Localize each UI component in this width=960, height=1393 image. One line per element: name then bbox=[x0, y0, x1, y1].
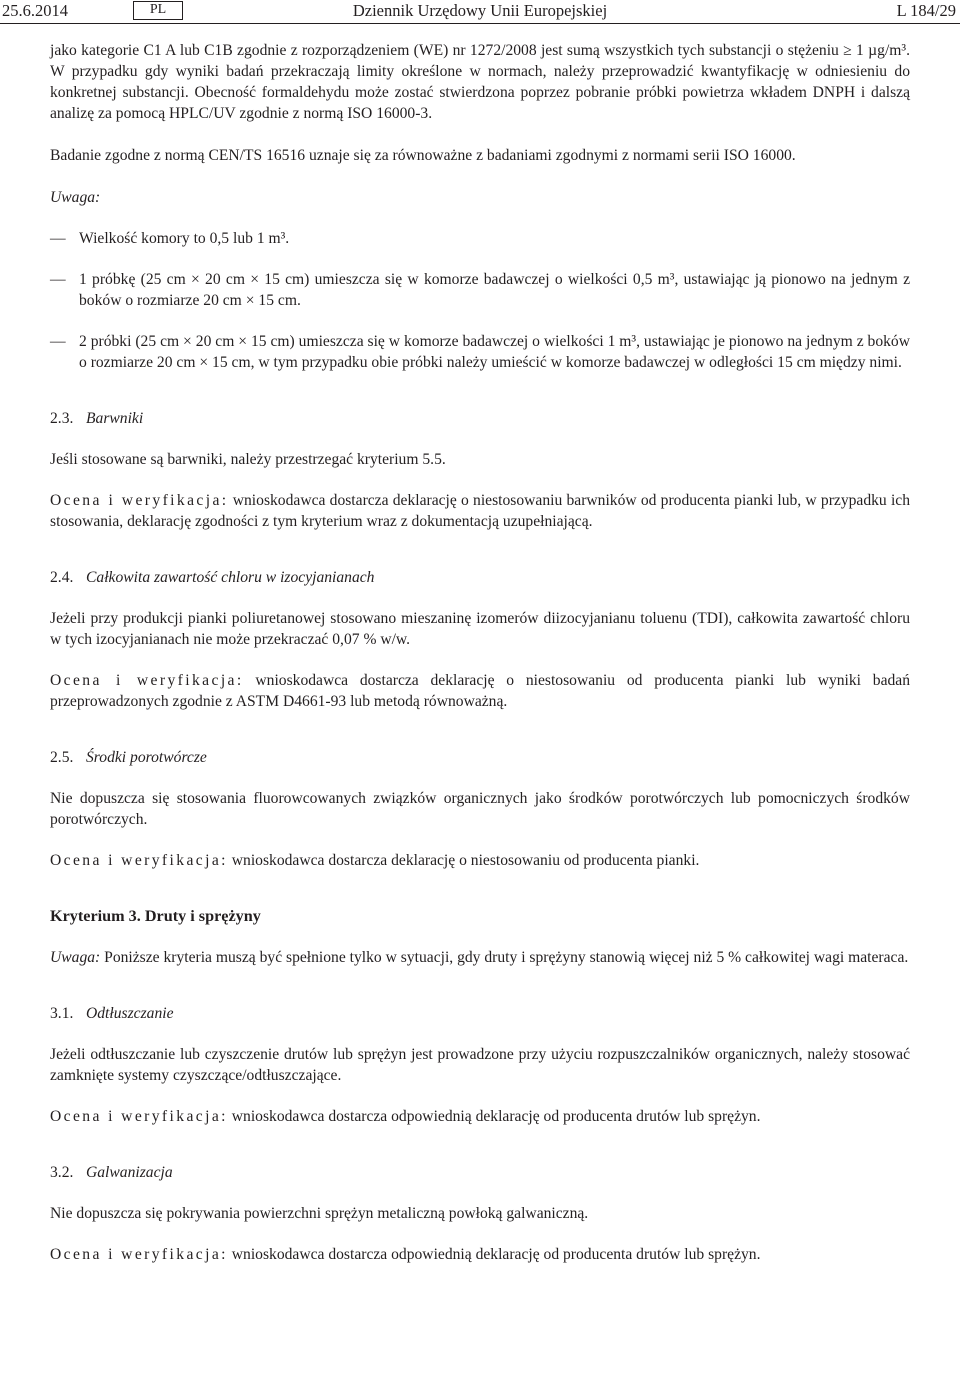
journal-title: Dziennik Urzędowy Unii Europejskiej bbox=[352, 1, 608, 20]
assessment-text: wnioskodawca dostarcza deklarację o niestosowaniu od producenta pianki lub wyniki badań przeprowadzonych zgodnie z ASTM D4661-93 lub metodą równoważną. bbox=[50, 672, 911, 710]
section-number: 2.4. bbox=[50, 569, 74, 586]
assessment-text: wnioskodawca dostarcza odpowiednią deklarację od producenta drutów lub sprężyn. bbox=[227, 1108, 761, 1125]
section-3-2-text: Nie dopuszcza się pokrywania powierzchni sprężyn metaliczną powłoką galwaniczną. bbox=[50, 1205, 589, 1222]
section-title: Galwanizacja bbox=[86, 1164, 173, 1181]
section-2-5-assessment bbox=[50, 850, 910, 871]
dash-marker: — bbox=[50, 271, 66, 288]
section-heading-3-1 bbox=[50, 1003, 910, 1024]
section-title: Całkowita zawartość chloru w izocyjanianach bbox=[86, 569, 375, 586]
criterion-3-title: Kryterium 3. Druty i sprężyny bbox=[50, 907, 261, 925]
assessment-label: Ocena i weryfikacja: bbox=[50, 492, 229, 509]
paragraph-cen-ts: Badanie zgodne z normą CEN/TS 16516 uznaje się za równoważne z badaniami zgodnymi z normami serii ISO 16000. bbox=[50, 147, 796, 164]
criterion-3-note bbox=[50, 947, 910, 968]
dash-marker: — bbox=[50, 230, 66, 247]
section-number: 2.5. bbox=[50, 749, 74, 766]
section-3-1-text: Jeżeli odtłuszczanie lub czyszczenie drutów lub sprężyn jest prowadzone przy użyciu rozpuszczalników organicznych, należy stosować zamknięte systemy czyszczące/odtłuszczające. bbox=[50, 1046, 910, 1084]
section-2-3-assessment bbox=[50, 490, 910, 532]
assessment-label: Ocena i weryfikacja: bbox=[50, 672, 244, 689]
section-heading-2-5 bbox=[50, 747, 910, 768]
assessment-text: wnioskodawca dostarcza deklarację o niestosowaniu barwników od producenta pianki lub, w przypadku ich stosowania, deklarację zgodności z tym kryterium wraz z dokumentacją uzupełniającą. bbox=[50, 492, 910, 530]
section-heading-2-3 bbox=[50, 408, 910, 429]
dash-item-two-samples bbox=[50, 331, 910, 373]
section-title: Środki porotwórcze bbox=[86, 749, 207, 766]
assessment-label: Ocena i weryfikacja: bbox=[50, 1246, 228, 1263]
section-number: 3.1. bbox=[50, 1005, 74, 1022]
section-title: Odtłuszczanie bbox=[86, 1005, 174, 1022]
dash-item-text: 1 próbkę (25 cm × 20 cm × 15 cm) umieszcza się w komorze badawczej o wielkości 0,5 m³, ustawiając ją pionowo na jednym z boków o rozmiarze 20 cm × 15 cm. bbox=[79, 271, 910, 309]
section-number: 3.2. bbox=[50, 1164, 74, 1181]
note-label: Uwaga: bbox=[50, 949, 101, 966]
section-heading-3-2 bbox=[50, 1162, 910, 1183]
dash-item-text: Wielkość komory to 0,5 lub 1 m³. bbox=[79, 230, 290, 247]
section-2-5-text: Nie dopuszcza się stosowania fluorowcowanych związków organicznych jako środków porotwórczych lub pomocniczych środków porotwórczych. bbox=[50, 790, 910, 828]
assessment-label: Ocena i weryfikacja: bbox=[50, 852, 228, 869]
section-2-4-text: Jeżeli przy produkcji pianki poliuretanowej stosowano mieszaninę izomerów diizocyjanianu toluenu (TDI), całkowita zawartość chloru w tych izocyjanianach nie może przekraczać 0,07 % w/w. bbox=[50, 610, 910, 648]
section-2-4-assessment bbox=[50, 670, 910, 712]
page-header bbox=[0, 0, 960, 22]
language-badge: PL bbox=[133, 1, 183, 20]
note-label: Uwaga: bbox=[50, 189, 101, 206]
dash-marker: — bbox=[50, 333, 66, 350]
section-3-1-assessment bbox=[50, 1106, 910, 1127]
publication-date: 25.6.2014 bbox=[2, 1, 68, 20]
dash-item-chamber-size bbox=[50, 228, 910, 249]
assessment-label: Ocena i weryfikacja: bbox=[50, 1108, 228, 1125]
assessment-text: wnioskodawca dostarcza deklarację o niestosowaniu od producenta pianki. bbox=[227, 852, 700, 869]
paragraph-formaldehyde: jako kategorie C1 A lub C1B zgodnie z rozporządzeniem (WE) nr 1272/2008 jest sumą wszystkich tych substancji o stężeniu ≥ 1 µg/m³. W przypadku gdy wyniki badań przekraczają limity określone w normach, należy przeprowadzić kwantyfikację w odniesieniu do konkretnej substancji. Obecność formaldehydu może zostać stwierdzona poprzez pobranie próbki powietrza wkładem DNPH i dalszą analizę za pomocą HPLC/UV zgodnie z normą ISO 16000-3. bbox=[50, 42, 910, 122]
section-number: 2.3. bbox=[50, 410, 74, 427]
page-reference: L 184/29 bbox=[896, 1, 956, 20]
dash-item-one-sample bbox=[50, 269, 910, 311]
header-divider bbox=[0, 23, 960, 24]
section-heading-2-4 bbox=[50, 567, 910, 588]
note-text: Poniższe kryteria muszą być spełnione tylko w sytuacji, gdy druty i sprężyny stanowią więcej niż 5 % całkowitej wagi materaca. bbox=[100, 949, 909, 966]
dash-item-text: 2 próbki (25 cm × 20 cm × 15 cm) umieszcza się w komorze badawczej o wielkości 1 m³, ustawiając je pionowo na jednym z boków o rozmiarze 20 cm × 15 cm, w tym przypadku obie próbki należy umieścić w komorze badawczej w odległości 15 cm między nimi. bbox=[79, 333, 910, 371]
section-2-3-text: Jeśli stosowane są barwniki, należy przestrzegać kryterium 5.5. bbox=[50, 451, 446, 468]
document-body bbox=[50, 40, 910, 1265]
section-3-2-assessment bbox=[50, 1244, 910, 1265]
section-title: Barwniki bbox=[86, 410, 144, 427]
assessment-text: wnioskodawca dostarcza odpowiednią deklarację od producenta drutów lub sprężyn. bbox=[227, 1246, 761, 1263]
